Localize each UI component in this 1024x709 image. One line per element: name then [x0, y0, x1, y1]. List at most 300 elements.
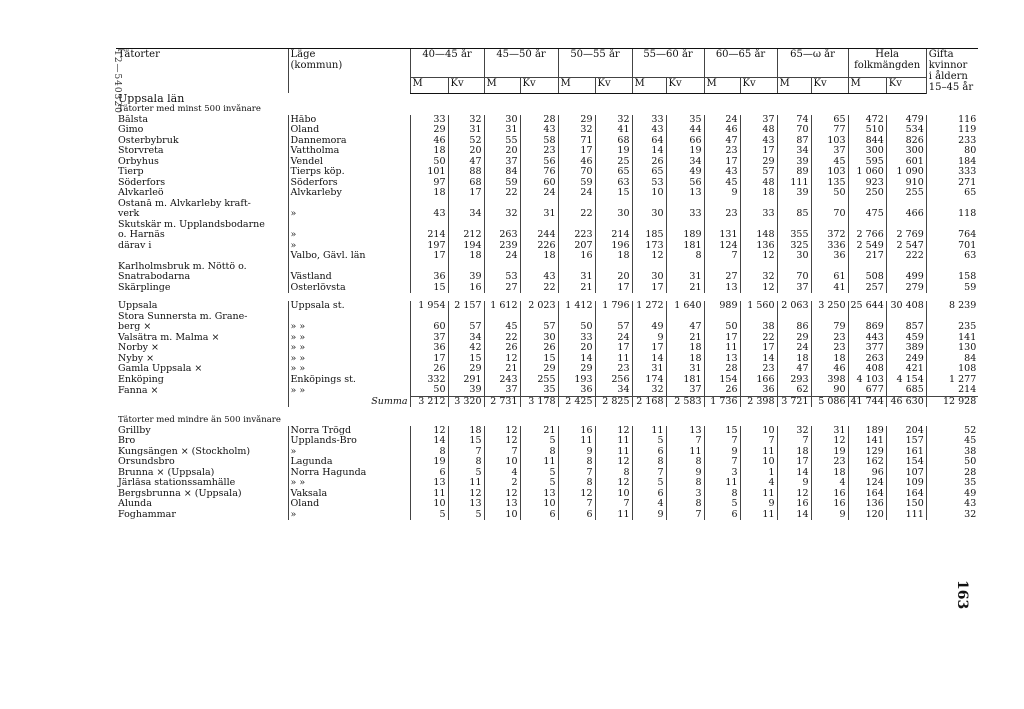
kommun: Söderfors [288, 178, 410, 189]
table-row [116, 230, 978, 241]
place-name: Skutskär m. Upplandsbodarne [118, 219, 265, 230]
value-cell: 17 [740, 343, 777, 354]
section-heading: Tätorter med minst 500 invånare [118, 104, 261, 114]
value-cell [448, 220, 484, 231]
value-cell: 257 [848, 283, 886, 294]
header-group: 55—60 år [632, 49, 704, 78]
value-cell: 33 [740, 209, 777, 220]
header-m: M [410, 78, 448, 93]
value-cell: 12 [740, 283, 777, 294]
section-heading: Tätorter med mindre än 500 invånare [118, 415, 281, 425]
value-cell: 499 [886, 272, 926, 283]
value-cell: 7 [558, 499, 595, 510]
value-cell: 70 [777, 272, 811, 283]
value-cell: 129 [848, 447, 886, 458]
value-cell: 13 [666, 426, 704, 437]
value-cell: 10 [632, 188, 666, 199]
kommun: Norra Trögd [288, 426, 410, 437]
value-cell: 12 [595, 478, 632, 489]
value-cell: 20 [558, 343, 595, 354]
population-table [116, 48, 978, 520]
value-cell: 6 [410, 468, 448, 479]
value-cell: 61 [811, 272, 848, 283]
value-cell: 24 [704, 115, 740, 126]
value-cell: 11 [740, 489, 777, 500]
place-name: Storvreta [118, 146, 164, 156]
value-cell: 30 [484, 115, 520, 126]
value-cell [777, 262, 811, 273]
table-row [116, 136, 978, 147]
value-cell: 80 [926, 146, 978, 157]
value-cell [740, 262, 777, 273]
value-cell: 157 [886, 436, 926, 447]
value-cell: 77 [811, 125, 848, 136]
value-cell: 6 [632, 489, 666, 500]
place-name: berg × [118, 322, 152, 332]
header-m: M [484, 78, 520, 93]
value-cell: 14 [777, 468, 811, 479]
value-cell: 26 [704, 385, 740, 396]
value-cell [632, 220, 666, 231]
kommun: Västland [288, 272, 410, 283]
value-cell: 377 [848, 343, 886, 354]
value-cell: 162 [848, 457, 886, 468]
kommun: Håbo [288, 115, 410, 126]
value-cell: 71 [558, 136, 595, 147]
value-cell: 56 [666, 178, 704, 189]
value-cell: 47 [448, 157, 484, 168]
value-cell: 68 [448, 178, 484, 189]
place-name: Grillby [118, 425, 151, 436]
table-row [116, 241, 978, 252]
table-row [116, 499, 978, 510]
value-cell: 8 [520, 447, 558, 458]
value-cell: 31 [484, 125, 520, 136]
value-cell: 148 [740, 230, 777, 241]
value-cell: 43 [926, 499, 978, 510]
header-kv: Kv [740, 78, 777, 93]
value-cell [666, 220, 704, 231]
table-row [116, 364, 978, 375]
value-cell [848, 312, 886, 323]
value-cell: 103 [811, 167, 848, 178]
kommun: » » [288, 333, 410, 344]
value-cell: 32 [740, 272, 777, 283]
place-name: Bålsta [118, 114, 149, 125]
value-cell: 185 [632, 230, 666, 241]
value-cell: 685 [886, 385, 926, 396]
value-cell: 239 [484, 241, 520, 252]
kommun: » [288, 241, 410, 252]
header-kv: Kv [448, 78, 484, 93]
value-cell: 37 [484, 385, 520, 396]
value-cell: 43 [704, 167, 740, 178]
value-cell: 43 [520, 272, 558, 283]
kommun: Oland [288, 125, 410, 136]
value-cell: 9 [632, 510, 666, 521]
value-cell: 1 090 [886, 167, 926, 178]
value-cell: 53 [632, 178, 666, 189]
value-cell: 6 [520, 510, 558, 521]
value-cell: 9 [558, 447, 595, 458]
value-cell: 9 [666, 468, 704, 479]
place-name: Bro [118, 436, 136, 446]
value-cell: 508 [848, 272, 886, 283]
value-cell: 18 [410, 188, 448, 199]
table-row [116, 436, 978, 447]
value-cell [484, 262, 520, 273]
value-cell: 11 [558, 436, 595, 447]
value-cell: 2 [484, 478, 520, 489]
table-row [116, 157, 978, 168]
value-cell: 28 [520, 115, 558, 126]
value-cell: 29 [777, 333, 811, 344]
value-cell: 12 [410, 426, 448, 437]
table-row [116, 396, 978, 407]
value-cell: 2 063 [777, 301, 811, 312]
value-cell: 57 [595, 322, 632, 333]
value-cell: 22 [484, 333, 520, 344]
value-cell: 23 [740, 364, 777, 375]
value-cell: 11 [632, 426, 666, 437]
value-cell: 263 [848, 354, 886, 365]
value-cell: 24 [520, 188, 558, 199]
value-cell: 291 [448, 375, 484, 386]
value-cell: 4 [811, 478, 848, 489]
value-cell: 8 [666, 457, 704, 468]
value-cell: 20 [484, 146, 520, 157]
value-cell: 222 [886, 251, 926, 262]
value-cell: 37 [811, 146, 848, 157]
value-cell: 207 [558, 241, 595, 252]
value-cell: 2 549 [848, 241, 886, 252]
value-cell: 3 [666, 489, 704, 500]
value-cell: 18 [595, 251, 632, 262]
value-cell: 372 [811, 230, 848, 241]
value-cell: 11 [666, 447, 704, 458]
value-cell: 109 [886, 478, 926, 489]
value-cell [704, 262, 740, 273]
value-cell: 135 [811, 178, 848, 189]
header-m: M [558, 78, 595, 93]
value-cell: 59 [926, 283, 978, 294]
value-cell: 4 154 [886, 375, 926, 386]
value-cell: 7 [666, 510, 704, 521]
value-cell: 174 [632, 375, 666, 386]
value-cell: 15 [520, 354, 558, 365]
value-cell: 47 [777, 364, 811, 375]
value-cell: 5 [448, 510, 484, 521]
value-cell: 36 [811, 251, 848, 262]
value-cell: 86 [777, 322, 811, 333]
value-cell: 3 250 [811, 301, 848, 312]
value-cell: 52 [926, 426, 978, 437]
value-cell [886, 199, 926, 210]
place-name: Norby × [118, 343, 160, 353]
value-cell: 30 [632, 272, 666, 283]
value-cell [777, 199, 811, 210]
value-cell: 29 [558, 364, 595, 375]
value-cell: 31 [666, 364, 704, 375]
value-cell: 18 [666, 343, 704, 354]
value-cell: 22 [520, 283, 558, 294]
value-cell: 2 825 [595, 396, 632, 407]
value-cell: 12 [595, 457, 632, 468]
value-cell: 5 [520, 468, 558, 479]
value-cell: 9 [811, 510, 848, 521]
table-row [116, 167, 978, 178]
value-cell: 184 [926, 157, 978, 168]
value-cell [632, 199, 666, 210]
value-cell: 7 [666, 436, 704, 447]
table-row [116, 188, 978, 199]
value-cell: 85 [777, 209, 811, 220]
value-cell [484, 220, 520, 231]
value-cell [811, 199, 848, 210]
value-cell: 28 [926, 468, 978, 479]
value-cell: 10 [595, 489, 632, 500]
value-cell: 250 [848, 188, 886, 199]
value-cell: 27 [704, 272, 740, 283]
value-cell: 45 [926, 436, 978, 447]
table-row [116, 333, 978, 344]
value-cell: 46 [558, 157, 595, 168]
value-cell: 193 [558, 375, 595, 386]
value-cell: 42 [448, 343, 484, 354]
value-cell [558, 199, 595, 210]
value-cell: 103 [811, 136, 848, 147]
value-cell [484, 199, 520, 210]
value-cell: 11 [410, 489, 448, 500]
value-cell: 197 [410, 241, 448, 252]
table-row [116, 272, 978, 283]
value-cell: 17 [448, 188, 484, 199]
header-m: M [848, 78, 886, 93]
value-cell: 32 [777, 426, 811, 437]
value-cell: 332 [410, 375, 448, 386]
place-name: Foghammar [118, 509, 176, 520]
value-cell: 7 [704, 457, 740, 468]
value-cell: 196 [595, 241, 632, 252]
value-cell [666, 262, 704, 273]
value-cell: 7 [740, 436, 777, 447]
value-cell: 47 [704, 136, 740, 147]
place-name: därav i [118, 240, 152, 251]
value-cell: 1 612 [484, 301, 520, 312]
value-cell: 18 [740, 188, 777, 199]
value-cell: 17 [777, 457, 811, 468]
value-cell: 534 [886, 125, 926, 136]
value-cell [740, 199, 777, 210]
value-cell [886, 220, 926, 231]
value-cell: 5 [632, 478, 666, 489]
value-cell [848, 220, 886, 231]
value-cell: 9 [632, 333, 666, 344]
value-cell: 5 [520, 436, 558, 447]
value-cell: 28 [704, 364, 740, 375]
value-cell: 33 [666, 209, 704, 220]
value-cell: 17 [632, 283, 666, 294]
value-cell: 472 [848, 115, 886, 126]
value-cell: 8 [666, 251, 704, 262]
value-cell: 18 [666, 354, 704, 365]
value-cell: 50 [704, 322, 740, 333]
place-name: Uppsala [118, 301, 158, 311]
value-cell [632, 312, 666, 323]
value-cell [632, 262, 666, 273]
table-row [116, 301, 978, 312]
value-cell [558, 312, 595, 323]
table-row [116, 457, 978, 468]
value-cell: 18 [811, 468, 848, 479]
value-cell: 108 [926, 364, 978, 375]
value-cell: 9 [740, 499, 777, 510]
value-cell: 17 [558, 146, 595, 157]
value-cell: 16 [811, 489, 848, 500]
value-cell: 21 [484, 364, 520, 375]
value-cell: 24 [558, 188, 595, 199]
value-cell: 89 [777, 167, 811, 178]
value-cell: 22 [740, 333, 777, 344]
kommun [288, 312, 410, 323]
place-name: verk [118, 209, 140, 219]
value-cell: 88 [448, 167, 484, 178]
value-cell: 49 [666, 167, 704, 178]
value-cell [704, 199, 740, 210]
place-name: Nyby × [118, 353, 155, 364]
table-row [116, 115, 978, 126]
value-cell: 107 [886, 468, 926, 479]
place-name: Söderfors [118, 177, 166, 188]
value-cell: 12 [484, 426, 520, 437]
value-cell: 50 [410, 385, 448, 396]
value-cell: 5 086 [811, 396, 848, 407]
value-cell [558, 220, 595, 231]
table-row [116, 312, 978, 323]
table-row [116, 251, 978, 262]
value-cell: 13 [448, 499, 484, 510]
value-cell: 23 [704, 209, 740, 220]
place-name: Valsätra m. Malma × [118, 332, 220, 343]
value-cell: 5 [410, 510, 448, 521]
value-cell: 136 [740, 241, 777, 252]
value-cell: 601 [886, 157, 926, 168]
value-cell [595, 262, 632, 273]
value-cell: 15 [595, 188, 632, 199]
value-cell: 17 [740, 146, 777, 157]
value-cell: 21 [666, 333, 704, 344]
value-cell: 10 [740, 426, 777, 437]
value-cell: 161 [886, 447, 926, 458]
value-cell: 36 [558, 385, 595, 396]
value-cell: 466 [886, 209, 926, 220]
value-cell: 6 [632, 447, 666, 458]
kommun: Norra Hagunda [288, 468, 410, 479]
value-cell: 101 [410, 167, 448, 178]
header-kv: Kv [595, 78, 632, 93]
value-cell: 118 [926, 209, 978, 220]
value-cell: 11 [704, 478, 740, 489]
value-cell: 214 [926, 385, 978, 396]
value-cell: 11 [520, 457, 558, 468]
value-cell: 14 [740, 354, 777, 365]
value-cell: 271 [926, 178, 978, 189]
place-name: Älvkarleö [118, 188, 164, 198]
value-cell: 3 320 [448, 396, 484, 407]
value-cell: 18 [811, 354, 848, 365]
value-cell: 2 583 [666, 396, 704, 407]
value-cell: 389 [886, 343, 926, 354]
value-cell: 18 [410, 146, 448, 157]
value-cell: 4 [632, 499, 666, 510]
value-cell: 31 [558, 272, 595, 283]
value-cell: 29 [520, 364, 558, 375]
value-cell: 11 [740, 510, 777, 521]
value-cell: 4 [740, 478, 777, 489]
value-cell: 34 [448, 333, 484, 344]
value-cell: 26 [632, 157, 666, 168]
kommun: » [288, 510, 410, 521]
value-cell: 8 [704, 489, 740, 500]
value-cell: 43 [520, 125, 558, 136]
table-row [116, 426, 978, 437]
value-cell: 14 [410, 436, 448, 447]
value-cell: 7 [595, 499, 632, 510]
value-cell [848, 199, 886, 210]
value-cell [777, 312, 811, 323]
value-cell: 53 [484, 272, 520, 283]
value-cell: 9 [704, 188, 740, 199]
value-cell: 39 [777, 188, 811, 199]
value-cell [926, 312, 978, 323]
value-cell: 25 [595, 157, 632, 168]
header-m: M [632, 78, 666, 93]
value-cell: 1 277 [926, 375, 978, 386]
value-cell: 12 928 [926, 396, 978, 407]
value-cell: 8 [632, 457, 666, 468]
value-cell: 300 [886, 146, 926, 157]
kommun: » » [288, 364, 410, 375]
table-row [116, 343, 978, 354]
value-cell: 869 [848, 322, 886, 333]
value-cell: 5 [520, 478, 558, 489]
value-cell: 3 [704, 468, 740, 479]
value-cell: 1 736 [704, 396, 740, 407]
value-cell: 8 [410, 447, 448, 458]
value-cell: 49 [926, 489, 978, 500]
value-cell: 15 [704, 426, 740, 437]
value-cell: 8 [595, 468, 632, 479]
value-cell: 31 [666, 272, 704, 283]
value-cell: 84 [926, 354, 978, 365]
value-cell: 8 [558, 478, 595, 489]
value-cell: 21 [666, 283, 704, 294]
value-cell: 64 [632, 136, 666, 147]
value-cell: 173 [632, 241, 666, 252]
value-cell: 3 212 [410, 396, 448, 407]
value-cell: 32 [448, 115, 484, 126]
value-cell: 50 [558, 322, 595, 333]
value-cell: 14 [632, 354, 666, 365]
value-cell: 37 [666, 385, 704, 396]
value-cell: 19 [595, 146, 632, 157]
place-name [116, 396, 288, 407]
value-cell: 212 [448, 230, 484, 241]
value-cell: 31 [520, 209, 558, 220]
place-name: Gimo [118, 125, 144, 135]
value-cell: 214 [595, 230, 632, 241]
kommun: Lagunda [288, 457, 410, 468]
